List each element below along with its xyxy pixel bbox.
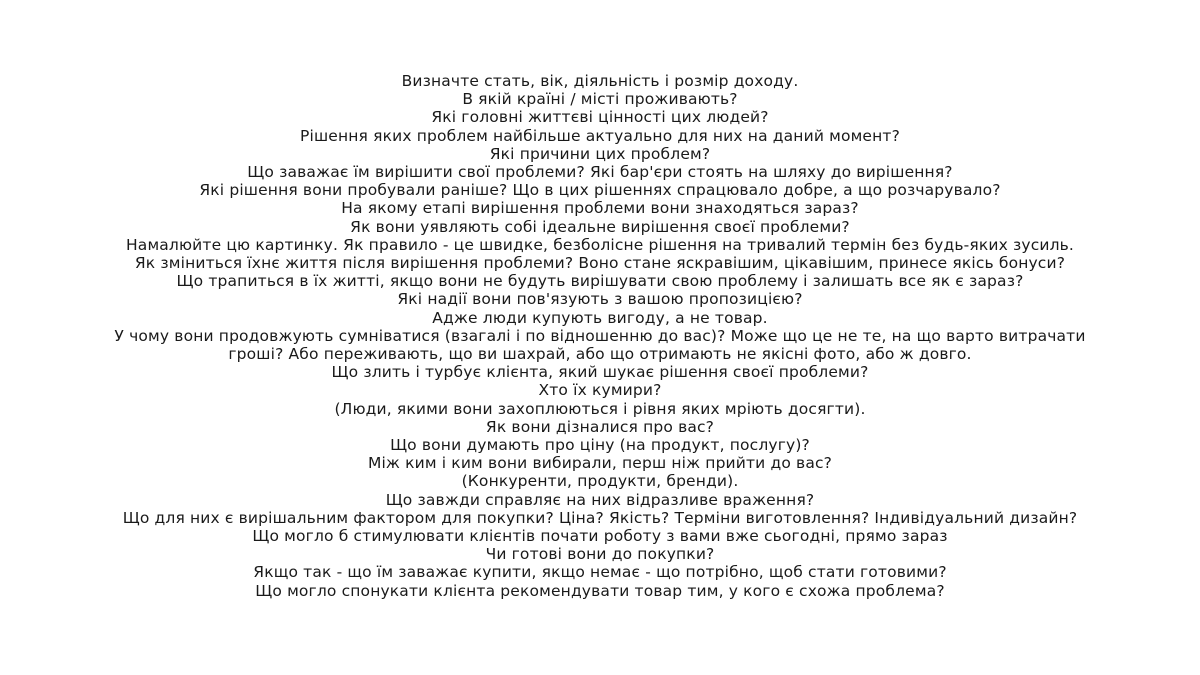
text-line: Що трапиться в їх житті, якщо вони не будуть вирішувати свою проблему і залишать все як є зараз? [176,272,1024,291]
text-line: Що злить і турбує клієнта, який шукає рішення своєї проблеми? [331,363,869,382]
text-line: Які рішення вони пробували раніше? Що в цих рішеннях спрацювало добре, а що розчарувало? [199,181,1001,200]
text-line: Які причини цих проблем? [489,144,711,163]
text-line: Що заважає їм вирішити свої проблеми? Які бар'єри стоять на шляху до вирішення? [247,163,953,182]
text-line: Що для них є вирішальним фактором для покупки? Ціна? Якість? Терміни виготовлення? Індивідуальний дизайн? [122,508,1078,527]
questionnaire-text [0,72,1200,600]
text-line: Визначте стать, вік, діяльність і розмір доходу. [401,72,799,90]
text-line: На якому етапі вирішення проблеми вони знаходяться зараз? [341,199,859,218]
text-line: В якій країні / місті проживають? [462,90,738,109]
text-line: (Конкуренти, продукти, бренди). [461,472,739,491]
text-line: (Люди, якими вони захоплюються і рівня яких мріють досягти). [334,399,866,418]
text-line: Як зміниться їхнє життя після вирішення проблеми? Воно стане яскравішим, цікавішим, принесе якісь бонуси? [134,254,1066,273]
text-line: Між ким і ким вони вибирали, перш ніж прийти до вас? [367,454,833,473]
text-line: Якщо так - що їм заважає купити, якщо немає - що потрібно, щоб стати готовими? [253,563,947,582]
text-line: Намалюйте цю картинку. Як правило - це швидке, безболісне рішення на тривалий термін без будь-яких зусиль. [125,235,1075,254]
text-line: гроші? Або переживають, що ви шахрай, або що отримають не якісні фото, або ж довго. [228,345,972,364]
text-line: Що завжди справляє на них відразливе враження? [385,490,815,509]
text-line: Які надії вони пов'язують з вашою пропозицією? [397,290,803,309]
text-line: Рішення яких проблем найбільше актуально для них на даний момент? [300,126,900,145]
text-line: Що вони думають про ціну (на продукт, послугу)? [390,436,810,455]
text-line: Що могло б стимулювати клієнтів почати роботу з вами вже сьогодні, прямо зараз [252,527,948,546]
text-line: Що могло спонукати клієнта рекомендувати товар тим, у кого є схожа проблема? [255,581,945,600]
text-line: Які головні життєві цінності цих людей? [431,108,769,127]
text-line: Як вони дізналися про вас? [485,417,715,436]
text-line: Чи готові вони до покупки? [485,545,715,564]
text-line: Як вони уявляють собі ідеальне вирішення своєї проблеми? [350,217,850,236]
text-line: У чому вони продовжують сумніватися (взагалі і по відношенню до вас)? Може що це не те, на що варто витрачати [114,326,1086,345]
text-line: Адже люди купують вигоду, а не товар. [432,308,768,327]
text-line: Хто їх кумири? [538,381,662,400]
